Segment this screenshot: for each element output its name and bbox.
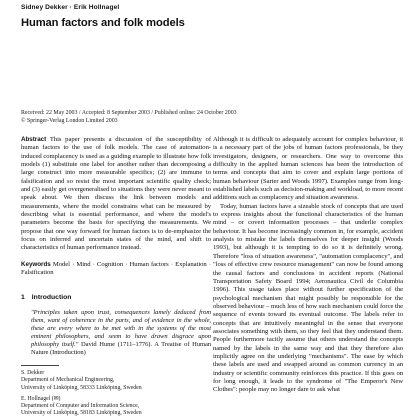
section-title: Introduction	[31, 293, 72, 301]
quote-source: David Hume (1711–1776). A Treatise of Human Nature (Introduction)	[31, 340, 211, 356]
body-paragraph-1: Although it is difficult to adequately account for complex behaviour, it is a necessary part of the jobs of human factors professionals, be they investigators, designers, or researchers. One way to overcome this difficulty in the applied human sciences has been the introduction of terms and concepts that aim to cover and explain large portions of human behaviour (Sarter and Woods 1997). Examples range from long-established labels such as decision-making and workload, to more recent additions such as complacency and situation awareness.	[213, 136, 403, 202]
received-accepted-line: Received: 22 May 2003 / Accepted: 8 September 2003 / Published online: 24 October 2003	[21, 110, 237, 116]
right-column	[213, 136, 403, 395]
affiliation-2-inst: University of Linköping, 58183 Linköping, Sweden	[21, 410, 142, 417]
copyright-line: © Springer-Verlag London Limited 2003	[21, 117, 118, 124]
footnote-divider	[21, 365, 59, 366]
quote-text: "Principles taken upon trust, consequences lamely deduced from them, want of coherence in the parts, and of evidence in the whole, these are every where to be met with in the systems of the most eminent philosophers, and seem to have drawn disgrace upon philosophy itself."	[31, 308, 211, 348]
keywords-text: Model · Mind · Cognition · Human factors · Explanation · Falsification	[21, 260, 211, 277]
author-affiliations	[21, 370, 211, 418]
body-paragraph-2: Today, human factors have a sizeable stock of concepts that are used to express insights about the functional characteristics of the human mind – or covert information processes – that underlie complex behaviour. It has become increasingly common in, for example, accident analysis to mistake the labels themselves for deeper insight (Woods 1993), but although it is tempting to do so it is definitely wrong. Therefore "loss of situation awareness", "automation complacency", and "loss of effective crew resource management" can now be found among the causal factors and conclusions in accident reports (National Transportation Safety Board 1994; Aeronautica Civil de Columbia 1996). This usage takes place without further specification of the psychological mechanism that might possibly be responsible for the observed behaviour – much less of how such mechanism could force the sequence of events toward its eventual outcome. The labels refer to concepts that are intuitively meaningful in the sense that everyone associates something with them, so they feel that they understand them. People furthermore tacitly assume that others understand the concepts named by the labels in the same way and that they therefore also implicitly agree on the underlying "mechanisms". The ease by which these labels are used and swapped around as common currency in an industry or scientific community reinforces this practice. If this goes on for long enough, it leads to the syndrome of "The Emperor's New Clothes": people may no longer dare to ask what	[213, 202, 403, 394]
publication-dates	[21, 110, 237, 125]
abstract	[21, 136, 211, 253]
abstract-label: Abstract	[21, 136, 47, 143]
affiliation-1-dept: Department of Mechanical Engineering,	[21, 377, 115, 384]
keywords	[21, 261, 211, 278]
affiliation-1-name: S. Dekker	[21, 370, 45, 376]
affiliation-1-inst: University of Linköping, 58333 Linköping, Sweden	[21, 384, 142, 391]
author-list: Sidney Dekker · Erik Hollnagel	[21, 4, 120, 11]
epigraph-quote	[31, 309, 211, 358]
abstract-text: This paper presents a discussion of the susceptibility of human factors to the use of folk models. The case of automation-induced complacency is used as a guiding example to illustrate how folk models (1) substitute one label for another rather than decomposing a large construct into more measurable specifics; (2) are immune to falsification and so resist the most important scientific quality check; and (3) easily get overgeneralised to situations they were never meant to speak about. We then discuss the link between models and measurements, where the model constrains what can be measured by describing what is essential performance, and where the model's parameters become the basis for specifying the measurements. We propose that one way forward for human factors is to de-emphasize the focus on inferred and uncertain states of the mind, and shift to characteristics of human performance instead.	[21, 136, 211, 252]
affiliation-2-name: E. Hollnagel (✉)	[21, 395, 61, 402]
paper-title: Human factors and folk models	[21, 17, 185, 29]
keywords-label: Keywords	[21, 260, 51, 268]
section-number: 1	[21, 293, 25, 301]
affiliation-2-dept: Department of Computer and Information Science,	[21, 403, 140, 410]
left-column	[21, 136, 211, 357]
section-heading-introduction	[21, 294, 211, 301]
